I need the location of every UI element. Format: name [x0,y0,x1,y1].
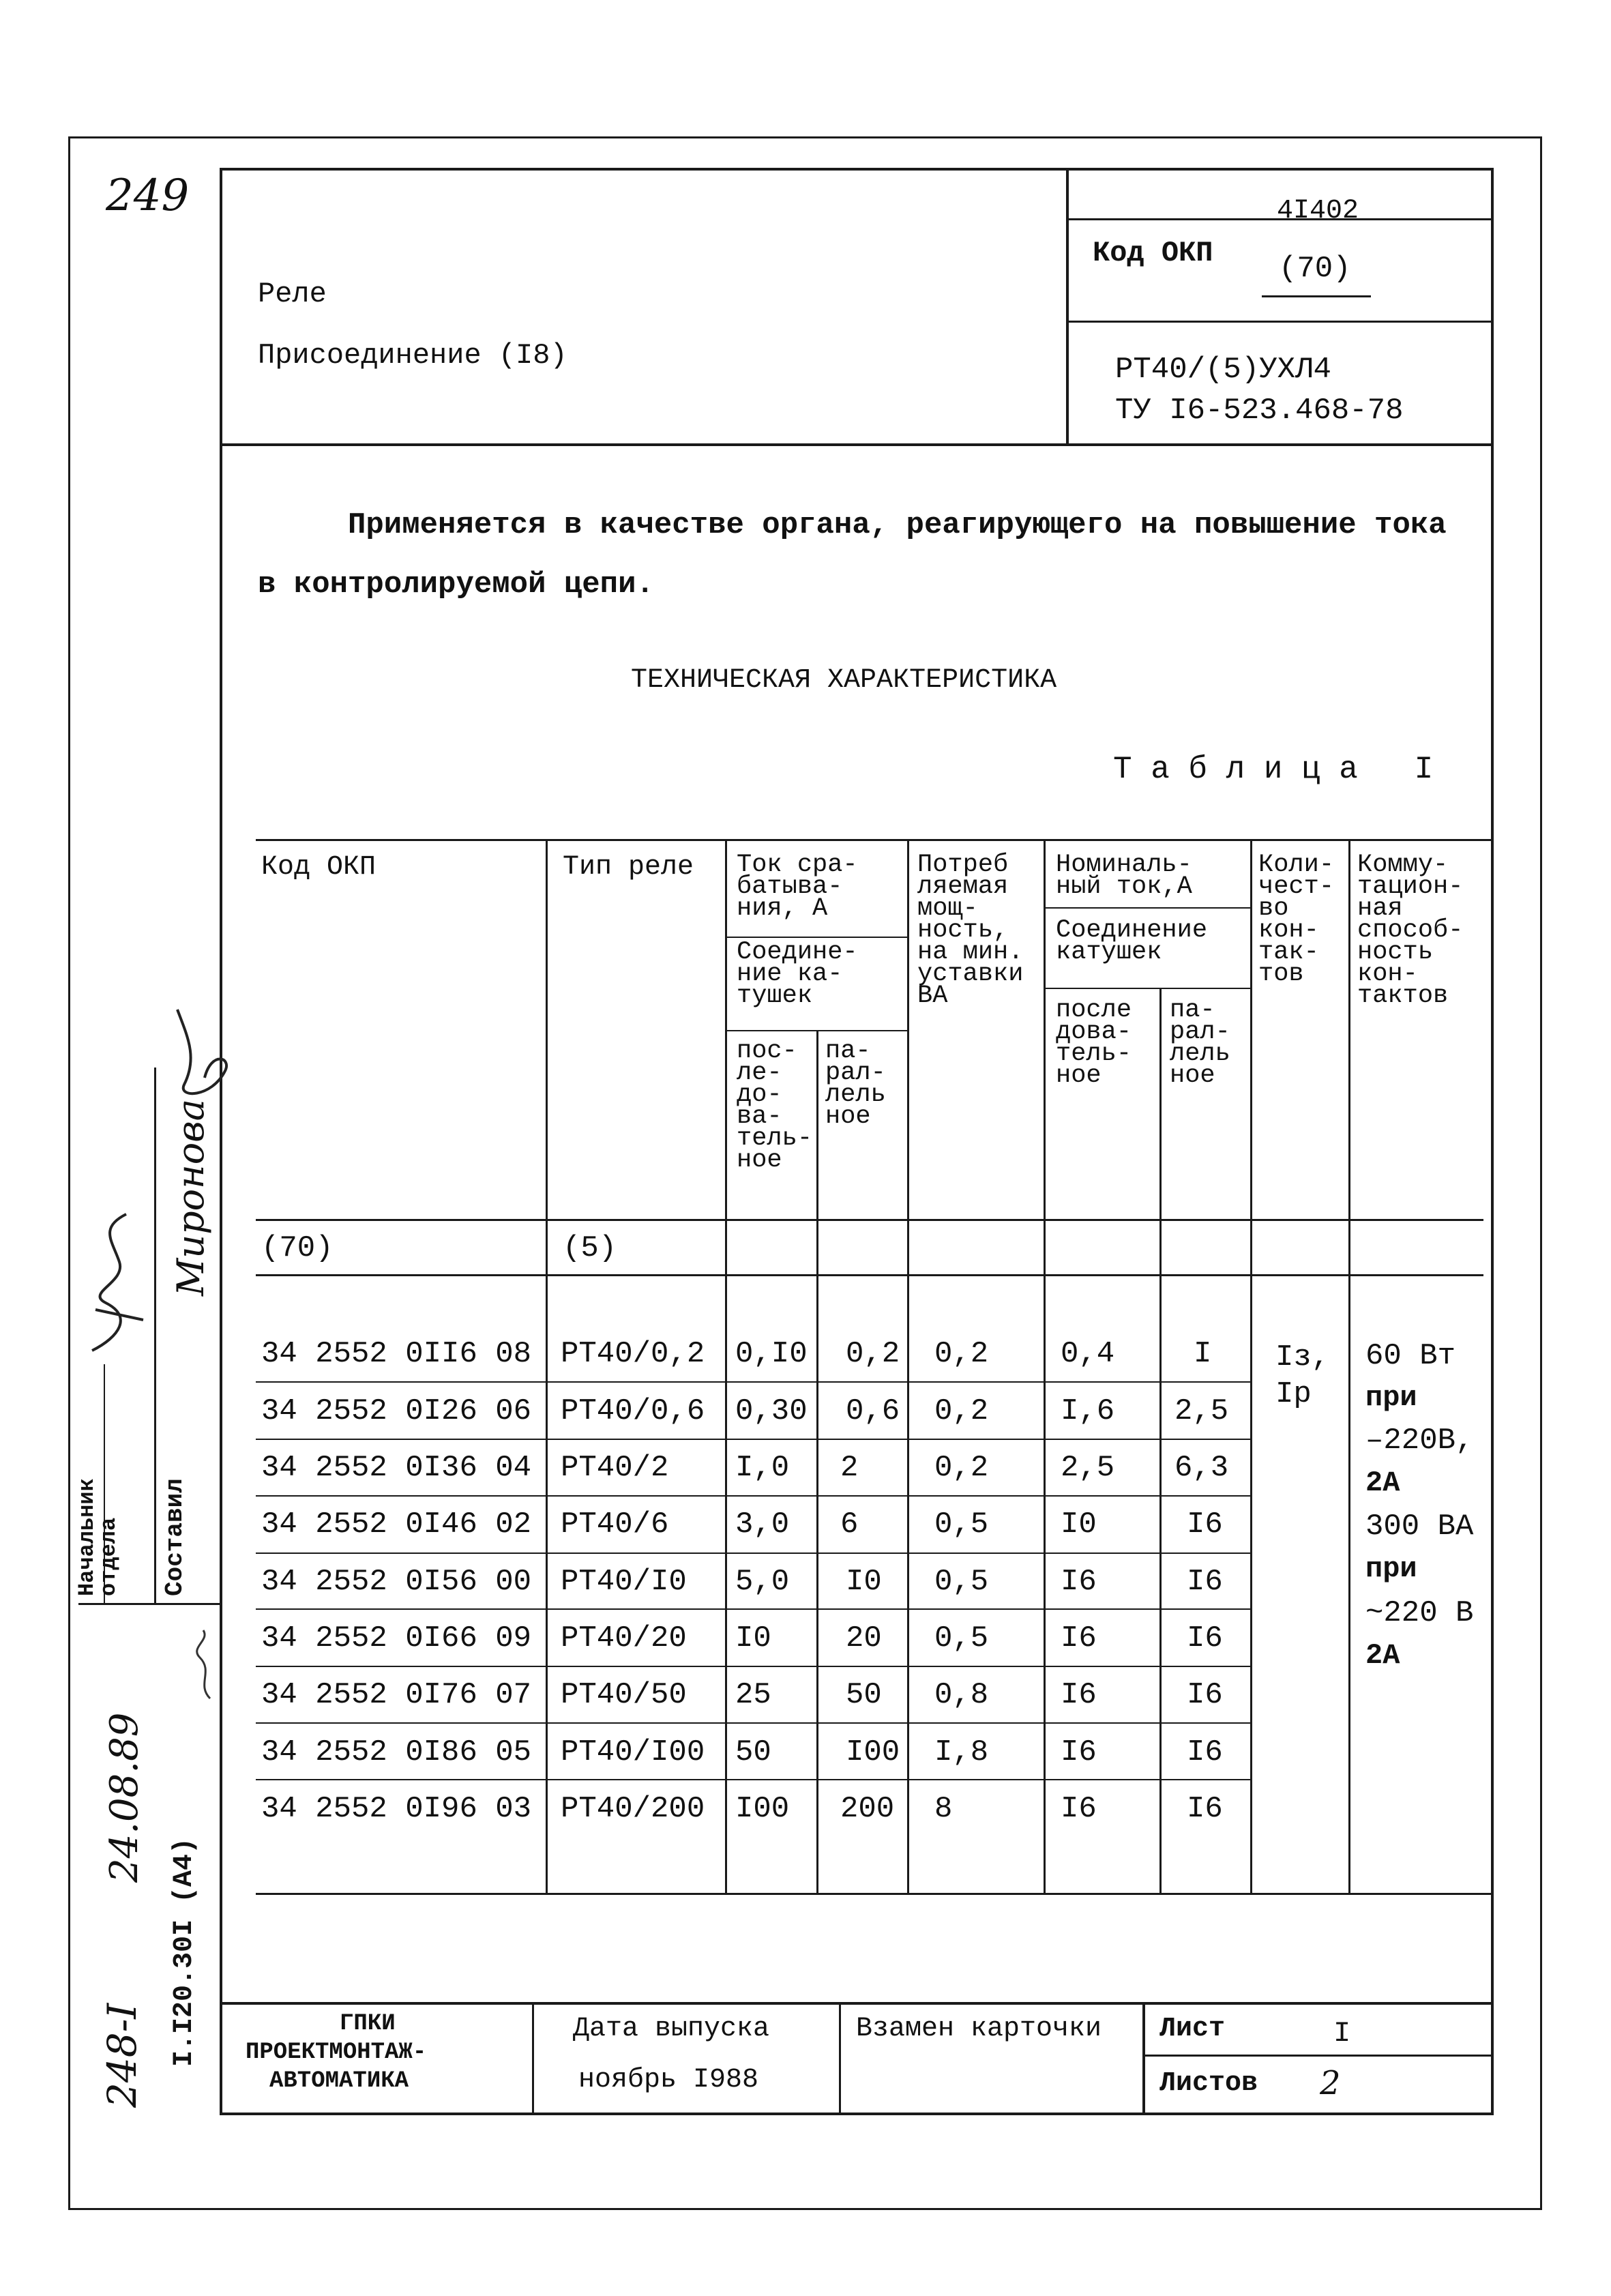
row-rated-parallel: I6 [1187,1621,1223,1655]
row-parallel: I00 [846,1735,900,1769]
signature-head [78,1201,153,1357]
model-code: РТ40/(5)УХЛ4 [1115,353,1331,387]
th-trip-parallel: па- рал- лель ное [825,1037,886,1131]
intro-line-1: Применяется в качестве органа, реагирующего на повышение тока [348,508,1447,542]
row-sep-4 [256,1552,1250,1554]
row-sep-7 [256,1722,1250,1724]
row-okp: 34 2552 0I86 05 [261,1735,532,1769]
col-line-2 [725,839,727,1893]
footer-bottom [220,2113,1494,2115]
row-rated-series: I,6 [1061,1394,1115,1428]
row-rated-parallel: 2,5 [1174,1394,1229,1428]
col-line-3 [816,1030,818,1893]
row-parallel: 50 [846,1678,882,1712]
row-series: 25 [735,1678,771,1712]
row-power: 0,8 [934,1678,989,1712]
th-rated-current: Номиналь- ный ток,А [1056,851,1192,901]
row-okp: 34 2552 0I26 06 [261,1394,532,1428]
col-line-4 [907,839,909,1893]
footer-div-2 [839,2002,841,2114]
footer-sheet-sep [1142,2055,1494,2057]
row-rated-series: 2,5 [1061,1451,1115,1485]
row-parallel: 2 [840,1451,859,1485]
row-type: РТ40/6 [561,1507,669,1542]
row-power: I,8 [934,1735,989,1769]
row-parallel: I0 [846,1565,882,1599]
main-top [220,168,1492,171]
row-rated-series: I6 [1061,1565,1097,1599]
trip-split-line [725,1030,907,1031]
compiled-by-label: Составил [161,1478,189,1596]
frame-right [1540,136,1542,2210]
okp-underline [1262,295,1371,297]
footer-div-1 [532,2002,534,2114]
th-switching: Комму- тацион- ная способ- ность кон- тактов [1357,851,1464,1010]
row-type: РТ40/I00 [561,1735,705,1769]
table-code-row-bottom [256,1274,1483,1276]
section-title: ТЕХНИЧЕСКАЯ ХАРАКТЕРИСТИКА [631,665,1057,696]
form-code: I.I20.30I (А4) [169,1837,200,2067]
row-okp: 34 2552 0I46 02 [261,1507,532,1542]
row-series: 0,I0 [735,1337,808,1371]
row-rated-series: I6 [1061,1678,1097,1712]
switching-line-8: 2А [1365,1639,1400,1672]
row-sep-3 [256,1495,1250,1497]
col-line-1 [546,839,548,1893]
header-subtitle: Присоединение (I8) [258,339,567,372]
org-line-1: ГПКИ [340,2011,396,2037]
row-power: 0,5 [934,1621,989,1655]
row-parallel: 0,6 [846,1394,900,1428]
row-rated-parallel: I6 [1187,1735,1223,1769]
footer-top [220,2002,1494,2005]
row-rated-parallel: 6,3 [1174,1451,1229,1485]
okp-top-code: 4I402 [1277,196,1359,226]
row-series: 50 [735,1735,771,1769]
table-caption: Т а б л и ц а I [1113,752,1434,787]
row-okp: 34 2552 0I36 04 [261,1451,532,1485]
row-series: I,0 [735,1451,790,1485]
footer-div-3 [1142,2002,1145,2114]
reg-number: 248-I [99,2003,145,2108]
table-bottom [256,1893,1492,1895]
col-line-5 [1044,839,1046,1893]
spec-code: ТУ I6-523.468-78 [1115,394,1404,428]
row-series: 0,30 [735,1394,808,1428]
switching-line-2: при [1365,1381,1417,1414]
org-line-2: ПРОЕКТМОНТАЖ- [246,2040,427,2065]
row-rated-series: I6 [1061,1792,1097,1826]
row-sep-1 [256,1381,1250,1383]
row-sep-6 [256,1666,1250,1667]
row-type: РТ40/2 [561,1451,669,1485]
side-h-1 [78,1603,222,1605]
row-type: РТ40/I0 [561,1565,687,1599]
row-okp: 34 2552 0I96 03 [261,1792,532,1826]
switching-line-6: при [1365,1552,1417,1585]
row-rated-series: I6 [1061,1621,1097,1655]
row-type: РТ40/0,2 [561,1337,705,1371]
th-rated-connection: Соединение катушек [1056,916,1208,967]
intro-line-2: в контролируемой цепи. [258,568,654,602]
row-rated-parallel: I6 [1187,1678,1223,1712]
row-okp: 34 2552 0II6 08 [261,1337,532,1371]
row-parallel: 6 [840,1507,859,1542]
th-trip-current: Ток сра- батыва- ния, А [737,851,858,923]
row-rated-parallel: I6 [1187,1792,1223,1826]
th-okp-code: Код ОКП [261,852,376,883]
row-sep-5 [256,1608,1250,1610]
switching-line-3: –220В, [1365,1424,1474,1458]
th-trip-connection: Соедине- ние ка- тушек [737,938,858,1010]
table-top [256,839,1492,841]
row-type: РТ40/20 [561,1621,687,1655]
okp-bottom-code: (70) [1279,252,1351,286]
head-of-dept-label: Начальник отдела [74,1478,121,1596]
sheet-value: I [1333,2017,1351,2050]
row-rated-parallel: I [1194,1337,1212,1371]
okp-label: Код ОКП [1093,237,1213,269]
header-bottom [220,443,1494,446]
th-trip-series: пос- ле- до- ва- тель- ное [737,1037,813,1175]
contacts-value: Iз, Iр [1275,1340,1330,1411]
frame-left [68,136,70,2210]
row-sep-2 [256,1439,1250,1440]
row-type: РТ40/50 [561,1678,687,1712]
signature-small [183,1623,224,1705]
row-rated-series: 0,4 [1061,1337,1115,1371]
row-okp: 34 2552 0I66 09 [261,1621,532,1655]
switching-line-5: 300 ВА [1365,1510,1474,1544]
row-series: I0 [735,1621,771,1655]
row-rated-series: I6 [1061,1735,1097,1769]
code-row-okp: (70) [261,1231,334,1265]
row-power: 0,2 [934,1394,989,1428]
header-title: Реле [258,278,327,310]
main-right [1491,168,1494,2115]
replaces-label: Взамен карточки [856,2014,1102,2044]
th-contacts: Коли- чест- во кон- так- тов [1258,851,1335,988]
main-left [220,168,222,2115]
rated-split-line [1044,988,1250,989]
row-power: 0,2 [934,1337,989,1371]
row-rated-parallel: I6 [1187,1565,1223,1599]
rated-sub-line [1044,907,1250,909]
row-power: 0,5 [934,1565,989,1599]
header-divider [1066,168,1069,445]
th-relay-type: Тип реле [563,852,694,883]
row-type: РТ40/200 [561,1792,705,1826]
row-rated-series: I0 [1061,1507,1097,1542]
signature-compiler [157,996,239,1112]
frame-top [68,136,1541,138]
col-line-8 [1348,839,1350,1893]
issue-date: ноябрь I988 [578,2065,759,2095]
row-okp: 34 2552 0I76 07 [261,1678,532,1712]
side-v-2 [154,1068,156,1603]
code-row-type: (5) [563,1231,617,1265]
table-header-bottom [256,1219,1483,1221]
page-number: 249 [106,171,190,221]
row-rated-parallel: I6 [1187,1507,1223,1542]
row-type: РТ40/0,6 [561,1394,705,1428]
switching-line-7: ~220 В [1365,1596,1474,1630]
row-parallel: 0,2 [846,1337,900,1371]
sheets-value: 2 [1320,2064,1341,2102]
th-power: Потреб ляемая мощ- ность, на мин. уставки ВА [917,851,1024,1010]
org-line-3: АВТОМАТИКА [269,2068,409,2094]
signer-name: Миронова [169,1099,212,1296]
th-rated-parallel: па- рал- лель ное [1170,996,1230,1090]
row-series: 5,0 [735,1565,790,1599]
col-line-6 [1159,988,1162,1893]
row-parallel: 20 [846,1621,882,1655]
row-okp: 34 2552 0I56 00 [261,1565,532,1599]
frame-bottom [68,2208,1541,2210]
row-power: 0,2 [934,1451,989,1485]
header-okp-bottom [1066,321,1492,323]
switching-line-4: 2А [1365,1467,1400,1499]
row-power: 8 [934,1792,953,1826]
reg-date: 24.08.89 [102,1712,147,1883]
sheets-label: Листов [1159,2068,1258,2099]
switching-line-1: 60 Вт [1365,1339,1456,1373]
row-sep-8 [256,1779,1250,1780]
th-rated-series: после дова- тель- ное [1056,996,1132,1090]
row-series: 3,0 [735,1507,790,1542]
col-line-7 [1250,839,1252,1893]
row-power: 0,5 [934,1507,989,1542]
row-parallel: 200 [840,1792,895,1826]
sheet-label: Лист [1159,2014,1226,2044]
row-series: I00 [735,1792,790,1826]
issue-label: Дата выпуска [573,2014,770,2044]
